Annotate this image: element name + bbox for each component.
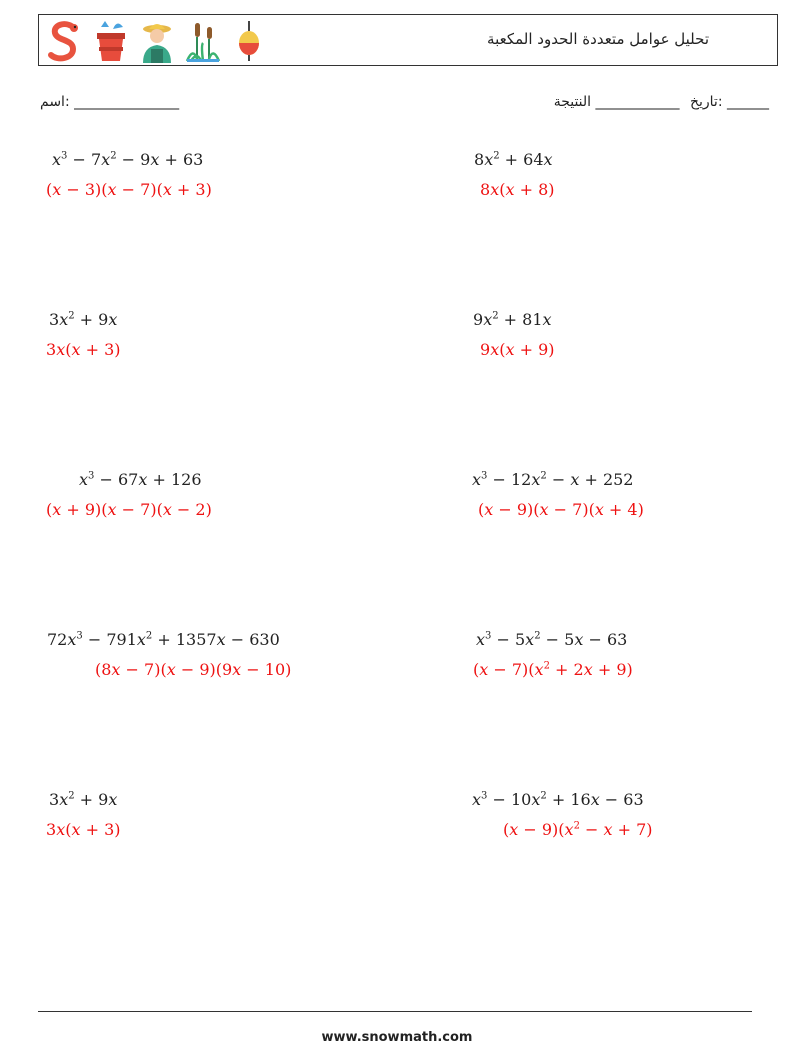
problem-expression: $x^3 - 67x + 126$ xyxy=(79,470,202,489)
problem-answer: 3x(x + 3) xyxy=(46,820,121,839)
date-score-fields xyxy=(548,94,769,110)
fishing-bobber-icon xyxy=(229,19,269,63)
problem-answer: (8x − 7)(x − 9)(9x − 10) xyxy=(95,660,292,679)
problem-expression: $x^3 - 7x^2 - 9x + 63$ xyxy=(52,150,204,169)
problem-expression: $x^3 - 12x^2 - x + 252$ xyxy=(472,470,634,489)
problem-answer: $(x - 7)(x^2 + 2x + 9)$ xyxy=(473,660,633,679)
problem-answer: (x − 3)(x − 7)(x + 3) xyxy=(46,180,212,199)
answer-7 xyxy=(95,660,291,680)
problem-9 xyxy=(49,790,117,810)
fisherman-icon xyxy=(137,19,177,63)
answer-6 xyxy=(478,500,644,520)
problem-expression: $3x^2 + 9x$ xyxy=(49,310,118,329)
answer-4 xyxy=(480,340,555,360)
name-field: _______________ :اسم xyxy=(40,94,180,110)
problem-expression: $8x^2 + 64x$ xyxy=(474,150,553,169)
snake-icon xyxy=(45,19,85,63)
problem-expression: $9x^2 + 81x$ xyxy=(473,310,552,329)
problem-4 xyxy=(473,310,552,330)
problem-answer: (x + 9)(x − 7)(x − 2) xyxy=(46,500,212,519)
problem-answer: 8x(x + 8) xyxy=(480,180,555,199)
problem-answer: $(x - 9)(x^2 - x + 7)$ xyxy=(503,820,653,839)
problem-expression: $72x^3 - 791x^2 + 1357x - 630$ xyxy=(47,630,280,649)
problem-answer: (x − 9)(x − 7)(x + 4) xyxy=(478,500,644,519)
problem-7 xyxy=(47,630,280,650)
problem-expression: $x^3 - 5x^2 - 5x - 63$ xyxy=(476,630,628,649)
problem-3 xyxy=(49,310,117,330)
problem-answer: 9x(x + 9) xyxy=(480,340,555,359)
footer-divider xyxy=(38,1011,752,1012)
answer-5 xyxy=(46,500,212,520)
answer-10 xyxy=(503,820,653,840)
answer-3 xyxy=(46,340,121,360)
answer-8 xyxy=(473,660,633,680)
problem-8 xyxy=(476,630,627,650)
problem-1 xyxy=(52,150,203,170)
problem-10 xyxy=(472,790,644,810)
problem-expression: $3x^2 + 9x$ xyxy=(49,790,118,809)
date-field: ______ :تاريخ xyxy=(689,94,769,110)
footer-url: www.snowmath.com xyxy=(321,1030,473,1045)
problem-6 xyxy=(472,470,633,490)
problem-expression: $x^3 - 10x^2 + 16x - 63$ xyxy=(472,790,644,809)
worksheet-title: تحليل عوامل متعددة الحدود المكعبة xyxy=(487,30,709,48)
fish-bucket-icon xyxy=(91,19,131,63)
score-field: ____________ النتيجة xyxy=(553,94,680,110)
answer-9 xyxy=(46,820,121,840)
header-icons xyxy=(45,19,269,63)
problem-2 xyxy=(474,150,553,170)
cattail-plant-icon xyxy=(183,19,223,63)
problem-5 xyxy=(79,470,202,490)
problem-answer: 3x(x + 3) xyxy=(46,340,121,359)
worksheet-header xyxy=(38,14,778,66)
answer-1 xyxy=(46,180,212,200)
answer-2 xyxy=(480,180,555,200)
